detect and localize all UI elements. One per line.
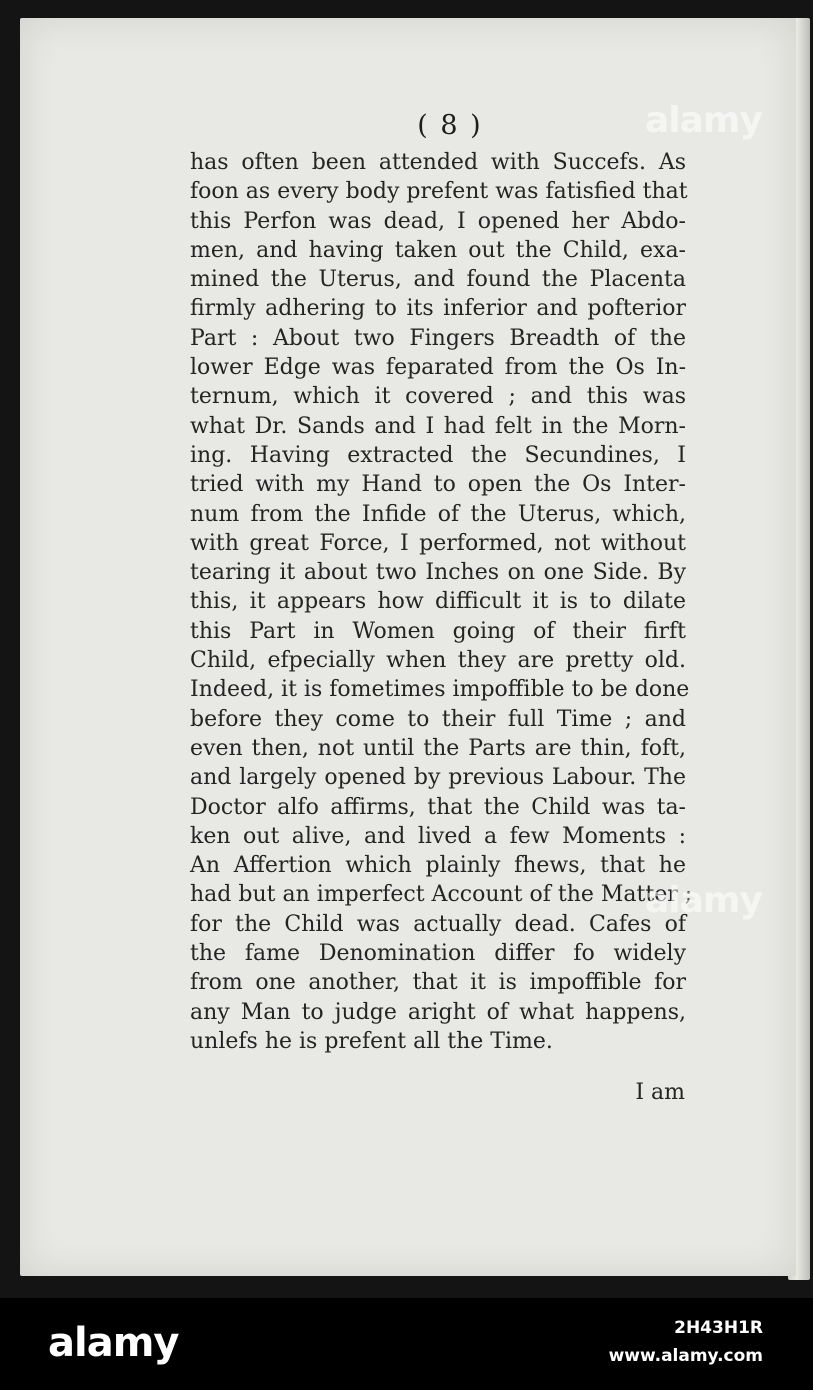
alamy-logo: alamy (48, 1320, 179, 1366)
watermark-logo: alamy (645, 880, 762, 921)
text-line: lower Edge was feparated from the Os In- (190, 355, 686, 381)
text-line: with great Force, I performed, not without (190, 530, 686, 556)
stock-footer-bar (0, 1298, 813, 1390)
watermark-logo: alamy (645, 100, 762, 141)
image-id: 2H43H1R (674, 1318, 763, 1338)
book-page (20, 18, 796, 1276)
text-line: before they come to their full Time ; and (190, 706, 686, 732)
text-line: this Perfon was dead, I opened her Abdo- (190, 208, 686, 234)
text-line: Part : About two Fingers Breadth of the (190, 325, 686, 351)
text-line: for the Child was actually dead. Cafes of (190, 911, 686, 937)
text-line: An Affertion which plainly fhews, that he (190, 853, 686, 879)
text-line: num from the Infide of the Uterus, which, (190, 501, 686, 527)
text-line: the fame Denomination differ fo widely (190, 941, 686, 967)
text-line: men, and having taken out the Child, exa- (190, 237, 686, 263)
text-line: what Dr. Sands and I had felt in the Morn- (190, 413, 686, 439)
text-line: tearing it about two Inches on one Side. By (190, 560, 686, 586)
text-line: this, it appears how difficult it is to dilate (190, 589, 686, 615)
catchword: I am (635, 1080, 685, 1105)
text-line: firmly adhering to its inferior and pofterior (190, 296, 686, 322)
text-line: Doctor alfo affirms, that the Child was ta- (190, 794, 686, 820)
body-text (190, 148, 693, 1056)
source-url[interactable]: www.alamy.com (608, 1346, 763, 1366)
text-line: and largely opened by previous Labour. The (190, 765, 686, 791)
text-line: had but an imperfect Account of the Matter ; (190, 882, 693, 908)
text-line: Indeed, it is fometimes impoffible to be done (190, 677, 690, 703)
page-number: ( 8 ) (417, 110, 483, 141)
text-line: foon as every body prefent was fatisfied that (190, 179, 688, 205)
text-line: ternum, which it covered ; and this was (190, 384, 686, 410)
text-line: ing. Having extracted the Secundines, I (190, 442, 686, 468)
text-line: any Man to judge aright of what happens, (190, 999, 686, 1025)
text-line: tried with my Hand to open the Os Inter- (190, 472, 686, 498)
text-line: has often been attended with Succefs. As (190, 150, 686, 175)
text-line: from one another, that it is impoffible for (190, 970, 686, 996)
text-line: unlefs he is prefent all the Time. (190, 1028, 553, 1054)
text-line: mined the Uterus, and found the Placenta (190, 267, 686, 293)
text-line: even then, not until the Parts are thin, foft, (190, 735, 686, 761)
text-line: ken out alive, and lived a few Moments : (190, 823, 686, 849)
text-line: Child, efpecially when they are pretty old. (190, 648, 686, 674)
text-line: this Part in Women going of their firft (190, 618, 686, 644)
